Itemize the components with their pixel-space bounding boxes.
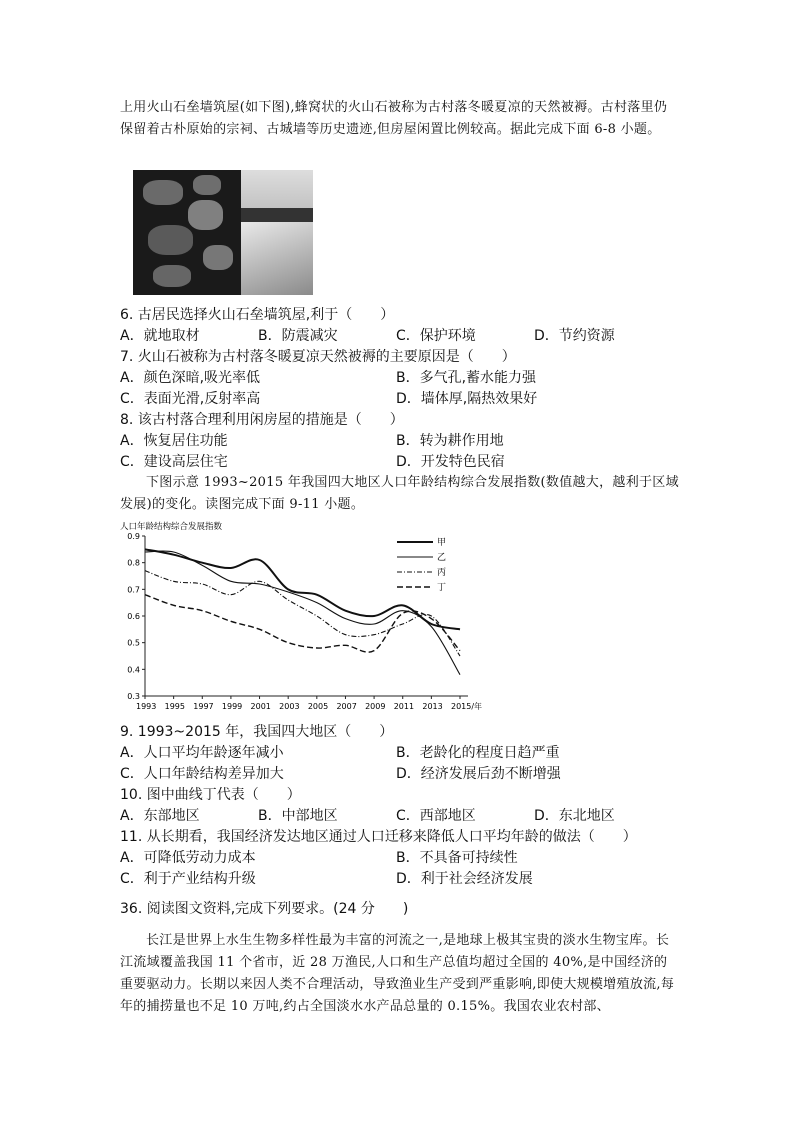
q6-option-b[interactable]: B．防震减灾	[258, 328, 338, 344]
question-7-stem: 7. 火山石被称为古村落冬暖夏凉天然被褥的主要原因是（ ）	[120, 349, 516, 365]
q11-option-c[interactable]: C．利于产业结构升级	[120, 871, 256, 887]
x-tick-label: 1997	[193, 702, 214, 711]
x-tick-label: 1995	[164, 702, 185, 711]
age-structure-line-chart	[115, 518, 485, 713]
q10-option-a[interactable]: A．东部地区	[120, 808, 200, 824]
legend-label-丁: 丁	[437, 583, 447, 593]
q11-option-d[interactable]: D．利于社会经济发展	[396, 871, 533, 887]
q11-option-b[interactable]: B．不具备可持续性	[396, 850, 518, 866]
series-line-乙	[145, 551, 460, 675]
y-tick-label: 0.9	[127, 532, 140, 541]
q11-option-a[interactable]: A．可降低劳动力成本	[120, 850, 256, 866]
question-9-stem: 9. 1993~2015 年，我国四大地区（ ）	[120, 724, 394, 740]
q10-option-c[interactable]: C．西部地区	[396, 808, 476, 824]
volcanic-stone-house-photo	[133, 170, 313, 295]
q6-option-d[interactable]: D．节约资源	[534, 328, 615, 344]
q9-option-b[interactable]: B．老龄化的程度日趋严重	[396, 745, 560, 761]
question-6-stem: 6. 古居民选择火山石垒墙筑屋,利于（ ）	[120, 307, 395, 323]
q6-option-a[interactable]: A．就地取材	[120, 328, 200, 344]
q9-option-c[interactable]: C．人口年龄结构差异加大	[120, 766, 284, 782]
x-tick-label: 2001	[250, 702, 271, 711]
question-36-paragraph: 长江是世界上水生生物多样性最为丰富的河流之一,是地球上极其宝贵的淡水生物宝库。长江流域覆盖我国 11 个省市，近 28 万渔民,人口和生产总值均超过全国的 40%,是中国经济的重要驱动力。长期以来因人类不合理活动，导致渔业生产受到严重影响,即使大规模增殖放流,每年的捕捞量也不足 10 万吨,约占全国淡水水产品总量的 0.15%。我国农业农村部、	[120, 933, 675, 1014]
y-tick-label: 0.8	[127, 558, 140, 568]
question-36-stem: 36. 阅读图文资料,完成下列要求。(24 分 )	[120, 901, 409, 917]
q8-option-a[interactable]: A．恢复居住功能	[120, 433, 228, 449]
q10-option-b[interactable]: B．中部地区	[258, 808, 338, 824]
q10-option-d[interactable]: D．东北地区	[534, 808, 615, 824]
x-tick-label: 2011	[393, 702, 415, 711]
question-8-stem: 8. 该古村落合理利用闲房屋的措施是（ ）	[120, 412, 404, 428]
q9-option-a[interactable]: A．人口平均年龄逐年减小	[120, 745, 284, 761]
question-11-stem: 11. 从长期看，我国经济发达地区通过人口迁移来降低人口平均年龄的做法（ ）	[120, 829, 637, 845]
q6-option-c[interactable]: C．保护环境	[396, 328, 476, 344]
q7-option-c[interactable]: C．表面光滑,反射率高	[120, 391, 261, 407]
q9-option-d[interactable]: D．经济发展后劲不断增强	[396, 766, 561, 782]
q8-option-c[interactable]: C．建设高层住宅	[120, 454, 228, 470]
y-tick-label: 0.5	[127, 638, 140, 648]
y-tick-label: 0.3	[127, 692, 140, 701]
q7-option-b[interactable]: B．多气孔,蓄水能力强	[396, 370, 537, 386]
q7-option-d[interactable]: D．墙体厚,隔热效果好	[396, 391, 538, 407]
chart-y-axis-label: 人口年龄结构综合发展指数	[120, 522, 223, 532]
x-tick-label: 1993	[136, 702, 157, 711]
y-tick-label: 0.6	[127, 612, 140, 621]
x-tick-label: 2005	[307, 702, 329, 711]
intro-paragraph-1: 上用火山石垒墙筑屋(如下图),蜂窝状的火山石被称为古村落冬暖夏凉的天然被褥。古村落里仍保留着古朴原始的宗祠、古城墙等历史遗迹,但房屋闲置比例较高。据此完成下面 6-8 小题。	[120, 100, 668, 137]
series-line-甲	[145, 549, 460, 629]
x-tick-label: 2003	[279, 702, 300, 711]
intro-paragraph-2: 下图示意 1993~2015 年我国四大地区人口年龄结构综合发展指数(数值越大，越利于区域发展)的变化。读图完成下面 9-11 小题。	[120, 475, 679, 512]
legend-label-乙: 乙	[437, 553, 447, 563]
x-tick-label: 2007	[336, 702, 357, 711]
q8-option-d[interactable]: D．开发特色民宿	[396, 454, 505, 470]
x-tick-label: 1999	[221, 702, 243, 711]
x-tick-label: 2009	[365, 702, 386, 711]
question-10-stem: 10. 图中曲线丁代表（ ）	[120, 787, 301, 803]
legend-label-丙: 丙	[437, 568, 447, 578]
y-tick-label: 0.4	[127, 665, 140, 675]
q8-option-b[interactable]: B．转为耕作用地	[396, 433, 504, 449]
x-tick-label: 2015/年	[451, 702, 483, 711]
x-tick-label: 2013	[422, 702, 443, 711]
legend-label-甲: 甲	[437, 538, 447, 548]
q7-option-a[interactable]: A．颜色深暗,吸光率低	[120, 370, 261, 386]
series-line-丁	[145, 595, 460, 653]
y-tick-label: 0.7	[127, 585, 140, 595]
